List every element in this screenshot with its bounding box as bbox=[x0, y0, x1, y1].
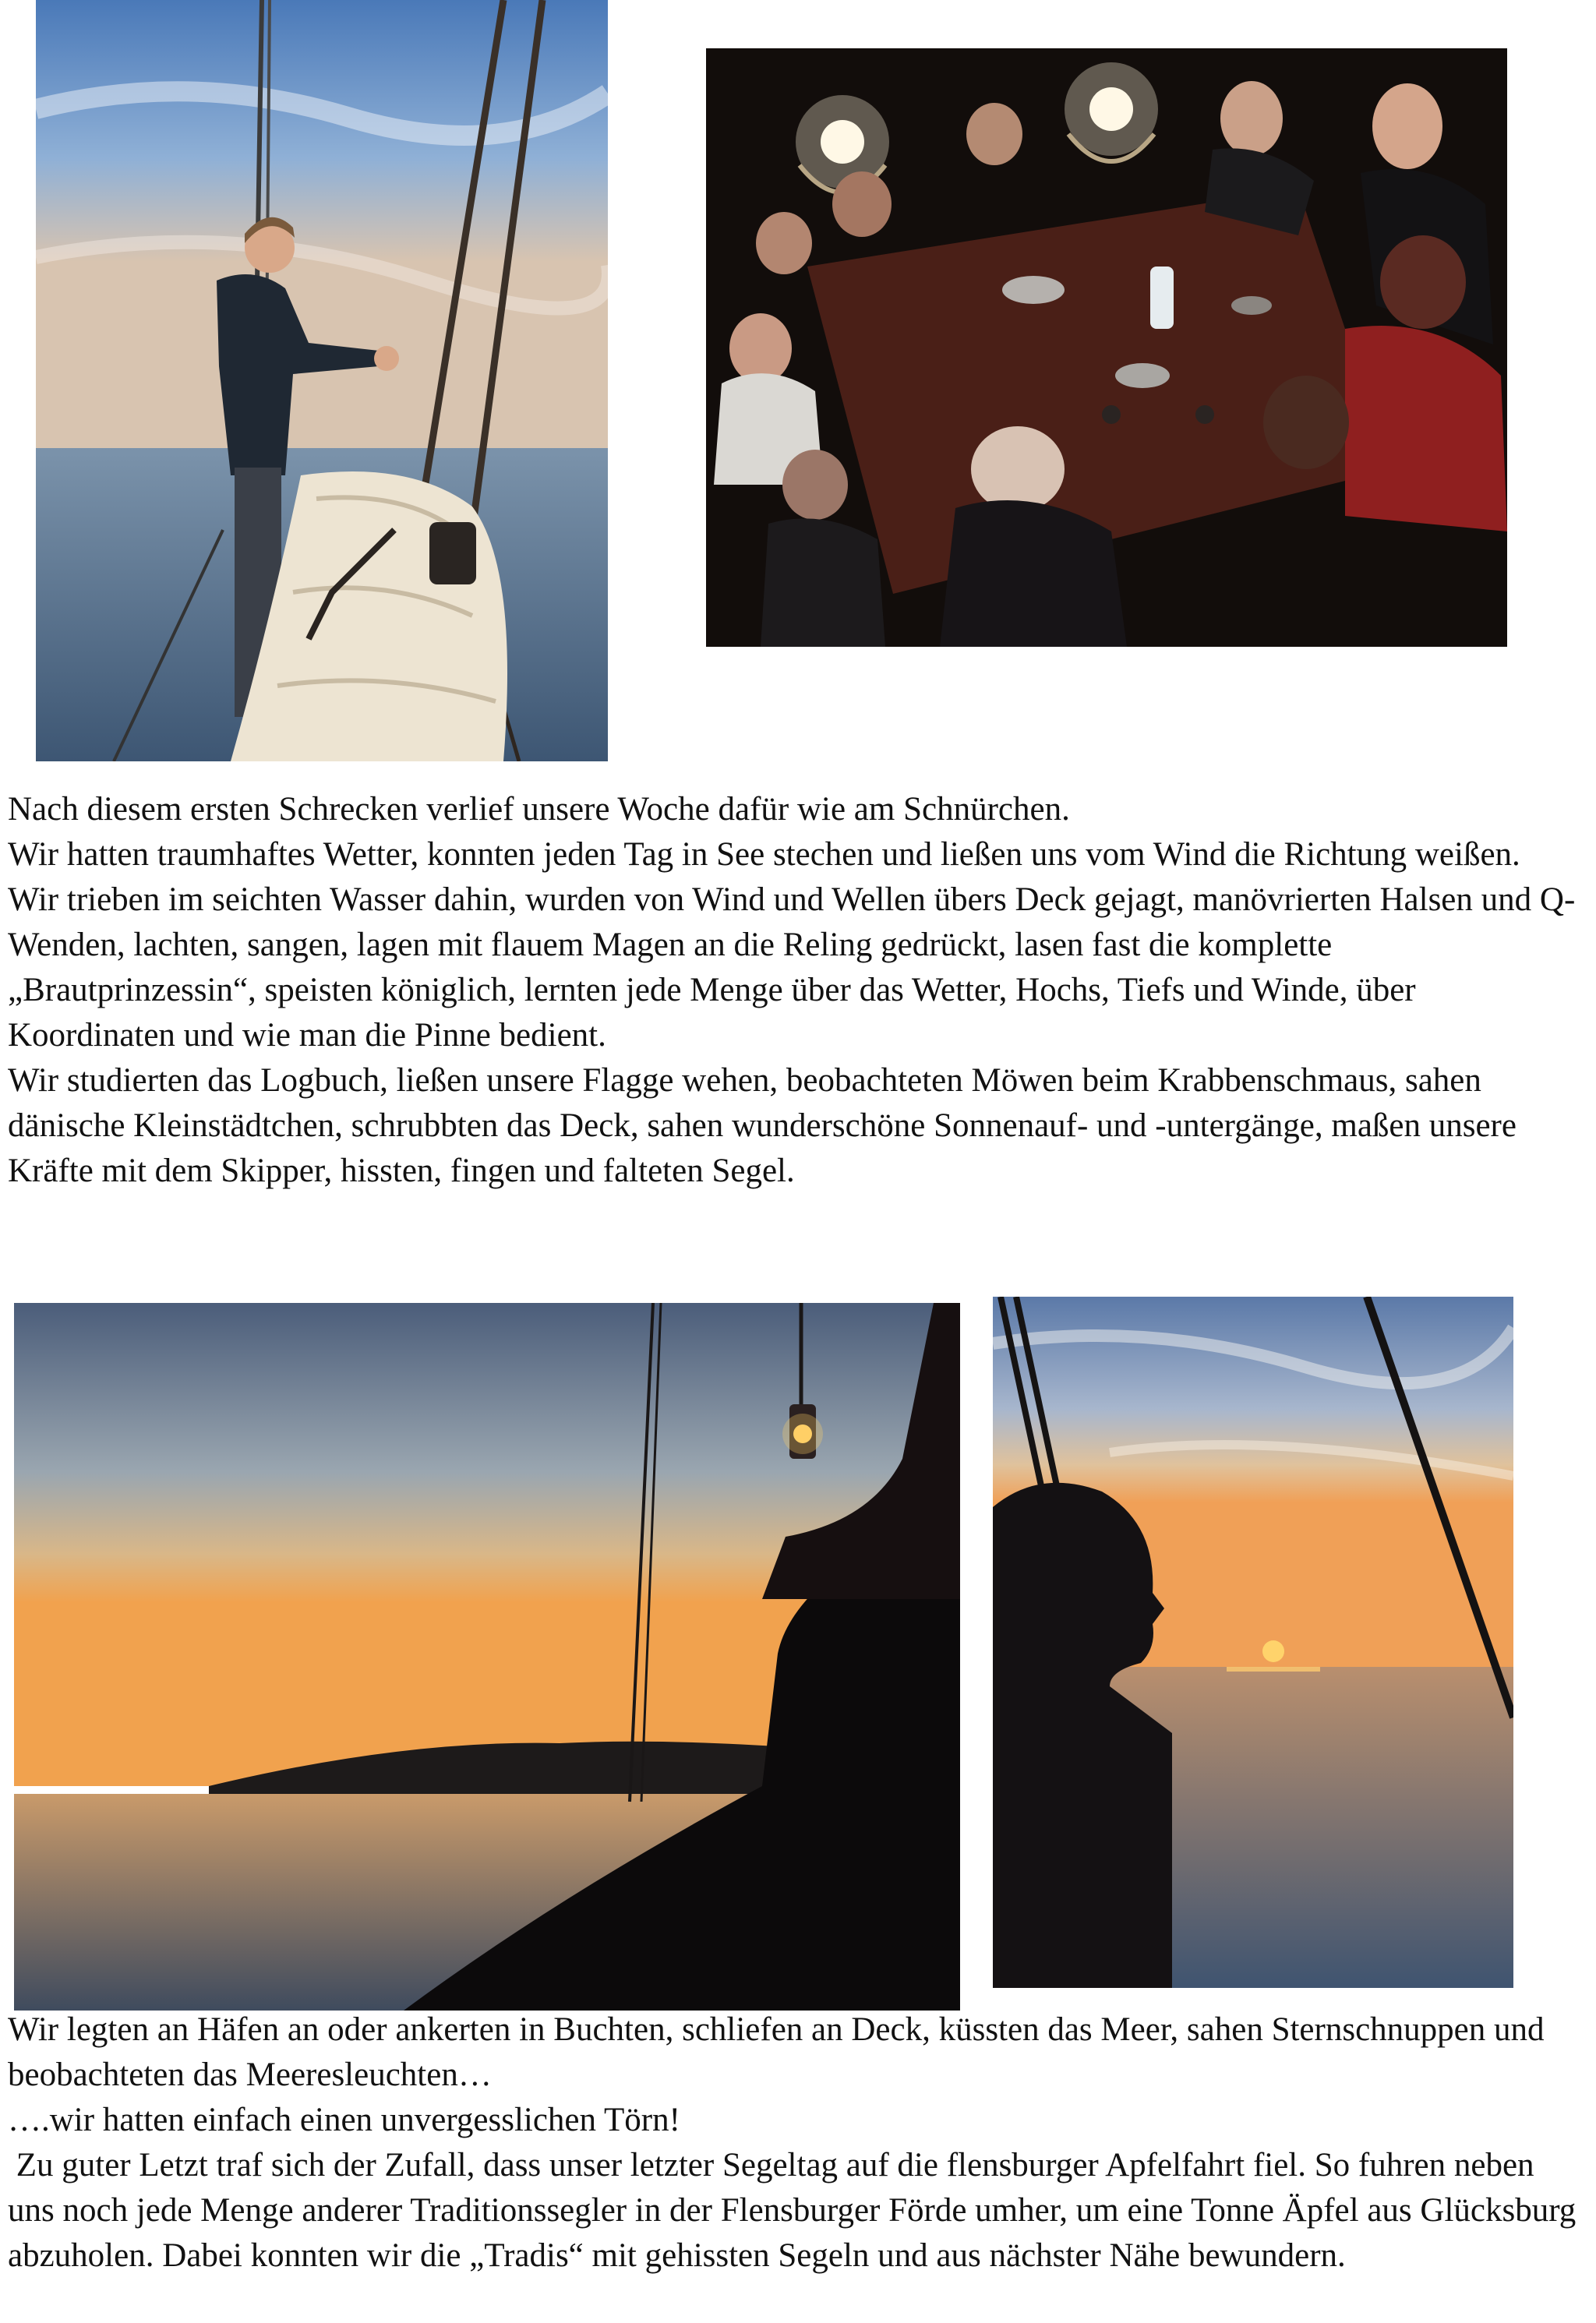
photo-bow-at-sea bbox=[36, 0, 608, 761]
paragraph: Wir hatten traumhaftes Wetter, konnten jeden Tag in See stechen und ließen uns vom Wind die Richtung weißen. bbox=[8, 836, 1520, 873]
photo-group-dinner bbox=[706, 48, 1507, 647]
photo-silhouette-sunset bbox=[993, 1297, 1513, 1988]
paragraph: Nach diesem ersten Schrecken verlief unsere Woche dafür wie am Schnürchen. bbox=[8, 791, 1070, 828]
text-block-bottom bbox=[8, 2007, 1585, 2279]
paragraph: Wir legten an Häfen an oder ankerten in Buchten, schliefen an Deck, küssten das Meer, sahen Sternschnuppen und beobachteten das Meeresleuchten… bbox=[8, 2011, 1553, 2093]
paragraph: Wir studierten das Logbuch, ließen unsere Flagge wehen, beobachteten Möwen beim Krabbenschmaus, sahen dänische Kleinstädtchen, schrubbten das Deck, sahen wunderschöne Sonnenauf- und -untergänge, maßen unsere Kräfte mit dem Skipper, hissten, fingen und falteten Segel. bbox=[8, 1062, 1525, 1189]
paragraph: ….wir hatten einfach einen unvergesslichen Törn! bbox=[8, 2102, 680, 2138]
text-block-top bbox=[8, 787, 1582, 1194]
paragraph: Zu guter Letzt traf sich der Zufall, dass unser letzter Segeltag auf die flensburger Apfelfahrt fiel. So fuhren neben uns noch jede Menge anderer Traditionssegler in der Flensburger Förde umher, um eine Tonne Äpfel aus Glücksburg abzuholen. Dabei konnten wir die „Tradis“ mit gehissten Segeln und aus nächster Nähe bewundern. bbox=[8, 2147, 1585, 2274]
paragraph: Wir trieben im seichten Wasser dahin, wurden von Wind und Wellen übers Deck gejagt, manövrierten Halsen und Q-Wenden, lachten, sangen, lagen mit flauem Magen an die Reling gedrückt, lasen fast die komplette „Brautprinzessin“, speisten königlich, lernten jede Menge über das Wetter, Hochs, Tiefs und Winde, über Koordinaten und wie man die Pinne bedient. bbox=[8, 881, 1576, 1054]
photo-sunset-lantern bbox=[14, 1303, 960, 2011]
